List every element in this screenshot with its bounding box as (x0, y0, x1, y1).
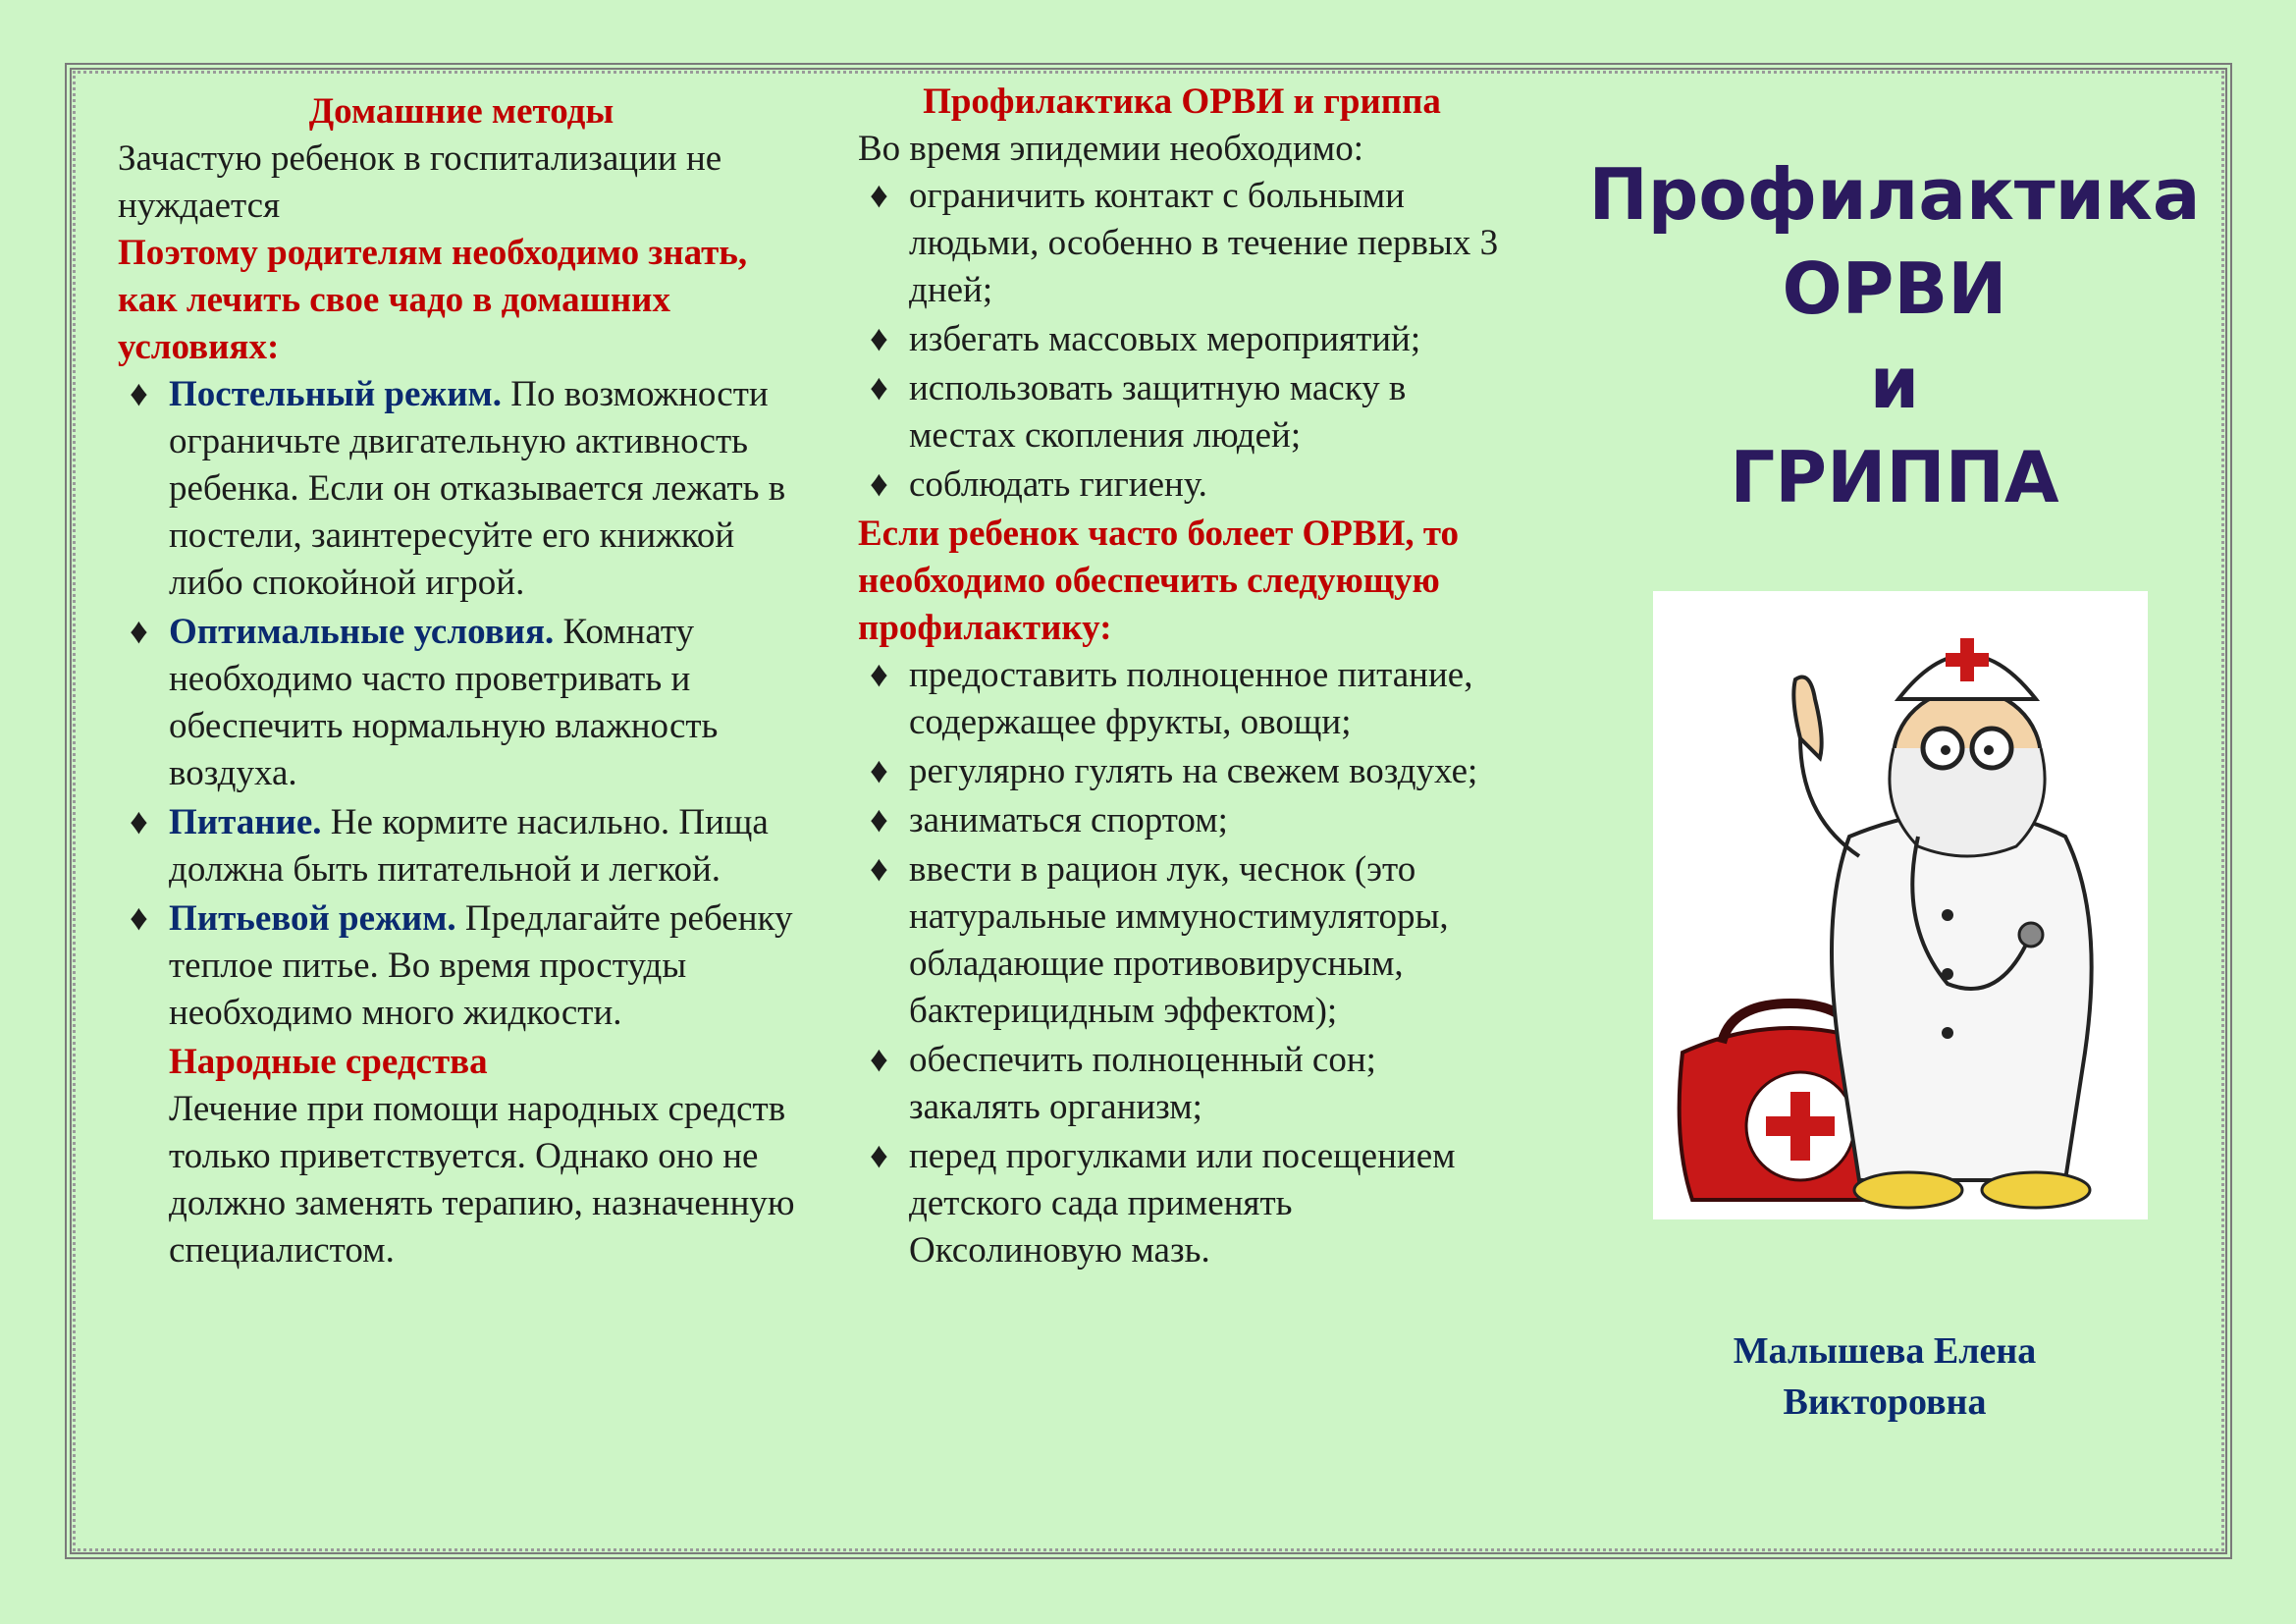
list-item (118, 609, 805, 797)
item-title: Питьевой режим. (169, 898, 456, 939)
prevention-heading: Профилактика ОРВИ и гриппа (923, 81, 1441, 122)
list-item (118, 799, 805, 893)
diamond-bullet-icon: ♦ (130, 898, 148, 939)
epidemic-list (858, 173, 1506, 509)
list-item (858, 797, 1506, 844)
list-item (858, 652, 1506, 746)
diamond-bullet-icon: ♦ (130, 374, 148, 414)
item-text: Комнату необходимо часто проветривать и обеспечить нормальную влажность воздуха. (169, 612, 719, 793)
item-text: заниматься спортом; (909, 800, 1228, 840)
diamond-bullet-icon: ♦ (870, 1040, 888, 1080)
column-prevention (858, 79, 1506, 1276)
item-text: использовать защитную маску в местах скопления людей; (909, 368, 1407, 456)
diamond-bullet-icon: ♦ (870, 464, 888, 505)
item-text: обеспечить полноценный сон; закалять организм; (909, 1040, 1376, 1127)
diamond-bullet-icon: ♦ (870, 655, 888, 695)
diamond-bullet-icon: ♦ (870, 800, 888, 840)
diamond-bullet-icon: ♦ (870, 751, 888, 791)
cover-title-line: и (1869, 342, 1920, 424)
list-item (858, 461, 1506, 509)
column-home-methods (118, 88, 805, 1274)
list-item (118, 895, 805, 1037)
item-text: Не кормите насильно. Пища должна быть питательной и легкой. (169, 802, 769, 890)
home-methods-emphasis: Поэтому родителям необходимо знать, как лечить свое чадо в домашних условиях: (118, 233, 748, 367)
item-title: Питание. (169, 802, 322, 842)
diamond-bullet-icon: ♦ (870, 368, 888, 408)
item-text: ограничить контакт с больными людьми, особенно в течение первых 3 дней; (909, 176, 1499, 310)
diamond-bullet-icon: ♦ (870, 176, 888, 216)
diamond-bullet-icon: ♦ (130, 802, 148, 842)
diamond-bullet-icon: ♦ (130, 612, 148, 652)
list-item (858, 1133, 1506, 1274)
cover-title-line: ГРИППА (1730, 436, 2059, 518)
diamond-bullet-icon: ♦ (870, 849, 888, 890)
prevention-list (858, 652, 1506, 1274)
frequent-illness-emphasis: Если ребенок часто болеет ОРВИ, то необходимо обеспечить следующую профилактику: (858, 514, 1460, 648)
folk-remedies-text: Лечение при помощи народных средств только приветствуется. Однако оно не должно заменять терапию, назначенную специалистом. (169, 1089, 795, 1271)
home-methods-heading: Домашние методы (308, 91, 614, 132)
item-text: Предлагайте ребенку теплое питье. Во время простуды необходимо много жидкости. (169, 898, 793, 1033)
author-line: Малышева Елена (1733, 1330, 2037, 1372)
list-item (858, 173, 1506, 314)
item-text: перед прогулками или посещением детского сада применять Оксолиновую мазь. (909, 1136, 1456, 1271)
diamond-bullet-icon: ♦ (870, 319, 888, 359)
home-methods-intro: Зачастую ребенок в госпитализации не нуждается (118, 138, 722, 226)
folk-remedies-heading: Народные средства (169, 1042, 488, 1082)
list-item (858, 365, 1506, 460)
column-cover (1561, 147, 2228, 524)
list-item (858, 1037, 1506, 1131)
prevention-intro: Во время эпидемии необходимо: (858, 129, 1363, 169)
home-methods-list (118, 371, 805, 1037)
author-name (1610, 1326, 2160, 1428)
list-item (118, 371, 805, 607)
item-text: предоставить полноценное питание, содержащее фрукты, овощи; (909, 655, 1473, 742)
item-title: Оптимальные условия. (169, 612, 555, 652)
item-text: избегать массовых мероприятий; (909, 319, 1421, 359)
item-title: Постельный режим. (169, 374, 502, 414)
doctor-illustration (1653, 591, 2148, 1219)
doctor-cartoon-icon (1653, 591, 2148, 1219)
list-item (858, 316, 1506, 363)
diamond-bullet-icon: ♦ (870, 1136, 888, 1176)
item-text: соблюдать гигиену. (909, 464, 1207, 505)
list-item (858, 748, 1506, 795)
author-line: Викторовна (1783, 1381, 1987, 1423)
item-text: По возможности ограничьте двигательную активность ребенка. Если он отказывается лежать в постели, заинтересуйте его книжкой либо спокойной игрой. (169, 374, 786, 603)
list-item (858, 846, 1506, 1035)
cover-title-line: ОРВИ (1782, 247, 2007, 330)
cover-title-line: Профилактика (1588, 153, 2201, 236)
item-text: ввести в рацион лук, чеснок (это натуральные иммуностимуляторы, обладающие противовирусным, бактерицидным эффектом); (909, 849, 1449, 1031)
item-text: регулярно гулять на свежем воздухе; (909, 751, 1478, 791)
